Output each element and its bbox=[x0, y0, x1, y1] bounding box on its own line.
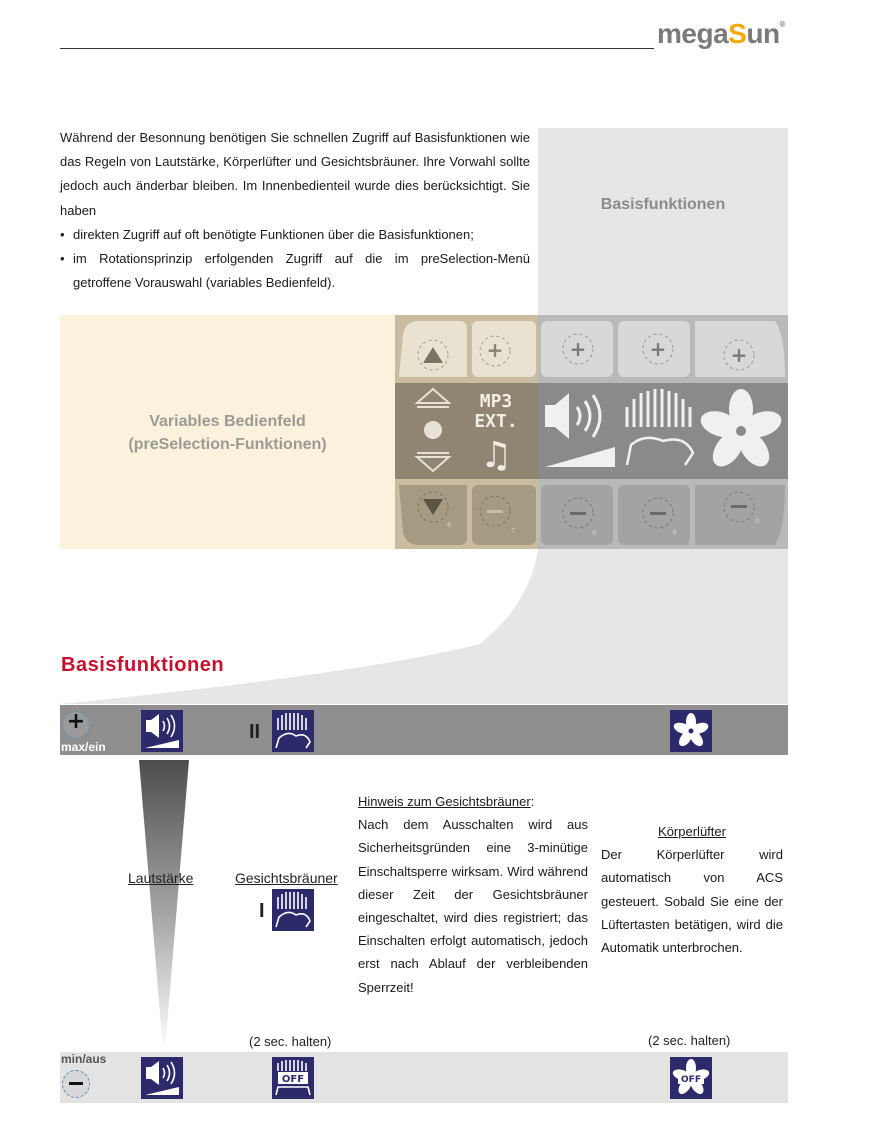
control-keypad bbox=[395, 315, 788, 549]
key-down-arrow bbox=[399, 485, 467, 545]
fan-description bbox=[601, 820, 783, 959]
svg-text:+: + bbox=[486, 338, 504, 362]
key-minus-3 bbox=[618, 485, 690, 545]
key-minus-2 bbox=[541, 485, 613, 545]
basis-column bbox=[538, 128, 788, 316]
svg-text:+: + bbox=[649, 337, 667, 361]
volume-up-icon bbox=[141, 710, 183, 752]
intro-bullet-1: • direkten Zugriff auf oft benötigte Funktionen über die Basisfunktionen; bbox=[60, 223, 530, 247]
face-tanner-hint: Hinweis zum Gesichtsbräuner: Nach dem Ausschalten wird aus Sicherheitsgründen eine 3-minütige Einschaltsperre wirksam. Wird während dieser Zeit der Gesichtsbräuner eingeschaltet, wird dies registriert; das Einschalten erfolgt automatisch, jedoch erst nach Ablauf der verbleibenden Sperrzeit! bbox=[358, 790, 588, 999]
svg-text:♫: ♫ bbox=[479, 435, 513, 476]
fan-title: Körperlüfter bbox=[658, 824, 726, 839]
svg-text:+: + bbox=[569, 337, 587, 361]
plus-button: + bbox=[62, 711, 90, 739]
svg-text:9: 9 bbox=[672, 529, 677, 537]
fan-off-icon bbox=[670, 1057, 712, 1099]
key-plus-4 bbox=[695, 321, 785, 377]
fan-hold-note: (2 sec. halten) bbox=[648, 1033, 731, 1048]
svg-text:7: 7 bbox=[511, 527, 516, 535]
fan-max-icon bbox=[670, 710, 712, 752]
key-plus-2 bbox=[541, 321, 613, 377]
volume-gradient bbox=[139, 760, 189, 1050]
svg-text:OFF: OFF bbox=[681, 1075, 701, 1085]
svg-text:+: + bbox=[730, 343, 748, 367]
megasun-logo: megaSun® bbox=[657, 18, 785, 49]
variable-panel-label: Variables Bedienfeld (preSelection-Funktionen) bbox=[128, 413, 327, 453]
section-title: Basisfunktionen bbox=[61, 654, 225, 676]
volume-down-icon bbox=[141, 1057, 183, 1099]
volume-column-label: Lautstärke bbox=[128, 870, 194, 886]
svg-text:OFF: OFF bbox=[281, 1074, 305, 1085]
key-minus-1 bbox=[472, 485, 536, 545]
face-tanner-column-label: Gesichtsbräuner bbox=[235, 870, 338, 886]
basis-column-label: Basisfunktionen bbox=[600, 196, 726, 213]
header-rule bbox=[60, 48, 654, 49]
max-label: max/ein bbox=[61, 740, 106, 754]
level-two-label: II bbox=[249, 721, 261, 743]
intro-text bbox=[60, 126, 530, 295]
svg-text:0: 0 bbox=[755, 517, 760, 525]
key-minus-4 bbox=[695, 485, 785, 545]
face-tanner-high-icon bbox=[272, 710, 314, 752]
intro-bullet-2: • im Rotationsprinzip erfolgenden Zugriff auf die im preSelection-Menü getroffene Vorauswahl (variables Bedienfeld). bbox=[60, 247, 530, 295]
connector-shape bbox=[60, 549, 788, 704]
svg-text:MP3: MP3 bbox=[479, 391, 513, 412]
hint-title: Hinweis zum Gesichtsbräuner bbox=[358, 794, 531, 809]
hint-text: Nach dem Ausschalten wird aus Sicherheitsgründen eine 3-minütige Einschaltsperre wirksam. Wird während dieser Zeit der Gesichtsbräuner eingeschaltet, wird dies registriert; das Einschalten erfolgt automatisch, jedoch erst nach Ablauf der verbleibenden Sperrzeit! bbox=[358, 817, 588, 995]
svg-text:6: 6 bbox=[447, 521, 452, 529]
minus-button bbox=[62, 1070, 90, 1098]
key-plus-1 bbox=[472, 321, 536, 377]
level-one-label: I bbox=[259, 900, 265, 922]
svg-text:EXT.: EXT. bbox=[474, 411, 518, 432]
intro-bullets bbox=[60, 223, 530, 296]
face-tanner-low-icon bbox=[272, 889, 314, 931]
intro-paragraph: Während der Besonnung benötigen Sie schnellen Zugriff auf Basisfunktionen wie das Regeln von Lautstärke, Körperlüfter und Gesichtsbräuner. Ihre Vorwahl sollte jedoch auch änderbar bleiben. Im Innenbedienteil wurde dies berücksichtigt. Sie haben bbox=[60, 130, 530, 218]
svg-text:8: 8 bbox=[592, 529, 597, 537]
key-up-arrow bbox=[399, 321, 467, 377]
min-label: min/aus bbox=[61, 1052, 107, 1066]
face-tanner-hold-note: (2 sec. halten) bbox=[249, 1034, 332, 1049]
key-plus-3 bbox=[618, 321, 690, 377]
fan-text: Der Körperlüfter wird automatisch von ACS gesteuert. Sobald Sie eine der Lüftertasten betätigen, wird die Automatik unterbrochen. bbox=[601, 847, 783, 956]
face-tanner-off-icon bbox=[272, 1057, 314, 1099]
